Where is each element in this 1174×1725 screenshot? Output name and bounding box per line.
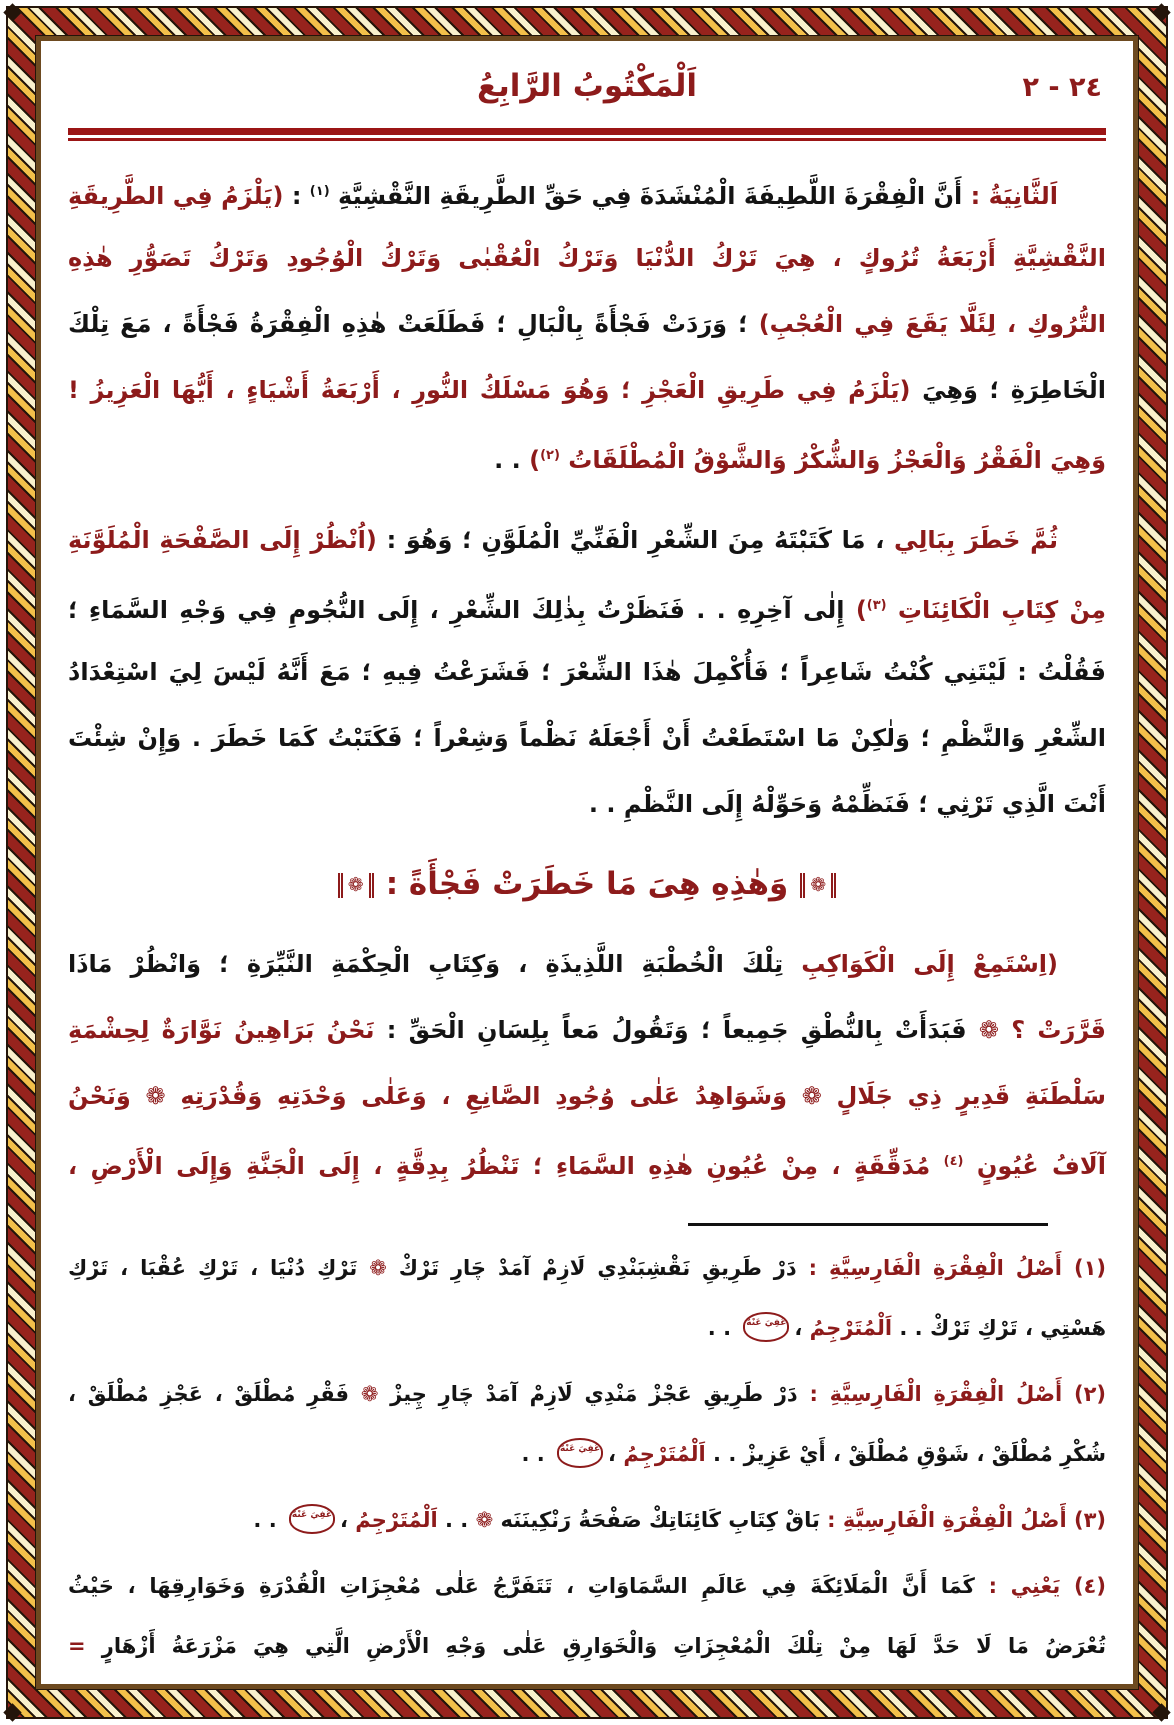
text-line (68, 357, 1106, 423)
text-segment: مِنْ كِتَابِ الْكَائِنَاتِ (886, 596, 1106, 624)
text-segment: (٢) أَصْلُ الْفِقْرَةِ الْفَارِسِيَّةِ : (797, 1382, 1107, 1406)
text-segment: فَقُلْتُ : لَيْتَنِي كُنْتُ شَاعِراً ؛ فَأُكْمِلَ هٰذَا الشِّعْرَ ؛ فَشَرَعْتُ فِيهِ ؛ مَعَ أَنَّهُ لَيْسَ لِيَ اسْتِعْدَادُ (68, 658, 1106, 686)
header-double-rule (68, 128, 1106, 141)
text-line (68, 225, 1106, 291)
text-segment: النَّقْشِيَّةِ أَرْبَعَةُ تُرُوكٍ ، هِيَ تَرْكُ الدُّنْيَا وَتَرْكُ الْعُقْبٰى وَتَرْكُ الْوُجُودِ وَتَرْكُ تَصَوُّرِ هٰذِهِ (68, 244, 1106, 272)
page-header (68, 56, 1106, 128)
text-segment: (يَلْزَمُ فِي طَرِيقِ الْعَجْزِ ؛ وَهُوَ مَسْلَكُ النُّورِ ، أَرْبَعَةُ أَشْيَاءٍ ، أَيُّهَا الْعَزِيزُ ! (68, 376, 911, 404)
text-line (68, 1129, 1106, 1195)
text-segment: ) (529, 446, 541, 474)
text-segment: (يَلْزَمُ فِي الطَّرِيقَةِ (68, 182, 284, 210)
text-segment: فَبَدَأَتْ بِالنُّطْقِ جَمِيعاً ؛ وَتَقُولُ مَعاً بِلِسَانِ الْحَقِّ : (374, 1016, 979, 1044)
footnote-line (68, 1424, 1106, 1484)
text-segment: أَنْتَ الَّذِي تَرْثِي ؛ فَنَظِّمْهُ وَحَوِّلْهُ إِلَى النَّظْمِ . . (588, 790, 1106, 818)
text-segment: . . (521, 1442, 553, 1466)
section-ornament-line (68, 845, 1106, 923)
text-segment: أَنَّ الْفِقْرَةَ اللَّطِيفَةَ الْمُنْشَدَةَ فِي حَقِّ الطَّرِيقَةِ النَّقْشِيَّةِ (329, 182, 963, 210)
text-segment: إِلٰى آخِرِهِ . . فَنَظَرْتُ بِذٰلِكَ الشِّعْرِ ، إِلَى النُّجُومِ فِي وَجْهِ السَّمَاءِ ؛ (68, 596, 856, 624)
text-segment: (اِسْتَمِعْ إِلَى الْكَوَاكِبِ (783, 950, 1058, 978)
footnote-line (68, 1364, 1106, 1424)
text-segment: هَسْتِي ، تَرْكِ تَرْكْ . . (892, 1316, 1106, 1340)
text-segment: . . (437, 1508, 476, 1532)
text-segment: (٣) أَصْلُ الْفِقْرَةِ الْفَارِسِيَّةِ : (819, 1508, 1106, 1532)
text-line (68, 771, 1106, 837)
text-segment: = (68, 1634, 86, 1658)
text-segment: بَاقْ كِتَابِ كَائِنَاتِكْ صَفْحَةُ رَنْكِينَنَه (493, 1508, 820, 1532)
text-segment: (٤) يَعْنِي : (974, 1574, 1106, 1598)
text-segment: (٣) (866, 598, 887, 613)
text-segment: اَلْمُتَرْجِمُ (802, 1316, 893, 1340)
text-segment: كَمَا أَنَّ الْمَلَائِكَةَ فِي عَالَمِ السَّمَاوَاتِ ، تَتَفَرَّجُ عَلٰى مُعْجِزَاتِ الْقُدْرَةِ وَخَوَارِقِهَا ، حَيْثُ (68, 1574, 975, 1598)
corner-ornament (1152, 1703, 1170, 1721)
page-title: اَلْمَكْتُوبُ الرَّابِعُ (476, 68, 698, 104)
page-number: ٢٤ - ٢ (1022, 72, 1102, 103)
corner-ornament (1152, 3, 1170, 21)
text-line (68, 159, 1106, 225)
text-segment: ، مَا كَتَبْتَهُ مِنَ الشِّعْرِ الْفَنِّيِّ الْمُلَوَّنِ ؛ وَهُوَ : (376, 526, 885, 554)
footnote-line (68, 1238, 1106, 1298)
text-segment: . . (707, 1316, 739, 1340)
text-segment: (اُنْظُرْ إِلَى الصَّفْحَةِ الْمُلَوَّنَةِ (68, 526, 377, 554)
text-segment: تُعْرَضُ مَا لَا حَدَّ لَهَا مِنْ تِلْكَ الْمُعْجِزَاتِ وَالْخَوَارِقِ عَلٰى وَجْهِ الْأَرْضِ الَّتِي هِيَ مَزْرَعَةُ أَزْهَارٍ (85, 1634, 1106, 1658)
text-line (68, 291, 1106, 357)
translator-seal-icon: عُفِيَ عَنْهُ (557, 1438, 603, 1468)
text-segment: التُّرُوكِ ، لِئَلَّا يَقَعَ فِي الْعُجْبِ) (758, 310, 1107, 338)
text-segment: (٢) (540, 448, 560, 463)
text-line (68, 639, 1106, 705)
translator-seal-icon: عُفِيَ عَنْهُ (289, 1504, 335, 1534)
text-segment: اَلْمُتَرْجِمُ (616, 1442, 706, 1466)
text-segment: ، (794, 1316, 803, 1340)
text-segment: ، (608, 1442, 617, 1466)
text-segment: وَهِيَ الْفَقْرُ وَالْعَجْزُ وَالشُّكْرُ وَالشَّوْقُ الْمُطْلَقَاتُ (559, 446, 1106, 474)
text-segment: نَحْنُ بَرَاهِينُ نَوَّارَةٌ لِحِشْمَةِ (68, 1016, 375, 1044)
corner-ornament (3, 1703, 21, 1721)
page-content (68, 56, 1106, 1681)
text-segment: دَرْ طَرِيقِ نَقْشِبَنْدِي لَازِمْ آمَدْ چَارِ تَرْكْ (386, 1256, 797, 1280)
text-segment: (١) (309, 184, 330, 199)
ornament-bracket: ❁ (338, 873, 374, 898)
corner-ornament (3, 3, 21, 21)
text-line (68, 423, 1106, 489)
text-segment: ❁ (360, 1382, 379, 1406)
footnote-line (68, 1556, 1106, 1616)
text-line (68, 507, 1106, 573)
footnote-line (68, 1616, 1106, 1676)
text-segment: تِلْكَ الْخُطْبَةِ اللَّذِيذَةِ ، وَكِتَابِ الْحِكْمَةِ النَّيِّرَةِ ؛ وَانْظُرْ مَاذَا (68, 950, 784, 978)
text-segment: ، (339, 1508, 348, 1532)
text-segment: ؛ وَرَدَتْ فَجْأَةً بِالْبَالِ ؛ فَطَلَعَتْ هٰذِهِ الْفِقْرَةُ فَجْأَةً ، مَعَ تِلْكَ (68, 310, 759, 338)
text-segment: آلَافُ عُيُونٍ (963, 1152, 1106, 1180)
body-text (68, 159, 1106, 1195)
text-segment: الْخَاطِرَةِ ؛ وَهِيَ (910, 376, 1106, 404)
footnote-line (68, 1490, 1106, 1550)
text-segment: (١) أَصْلُ الْفِقْرَةِ الْفَارِسِيَّةِ : (796, 1256, 1106, 1280)
text-segment: وَهٰذِهِ هِىَ مَا خَطَرَتْ فَجْأَةً : (385, 866, 789, 902)
text-segment: . . (253, 1508, 284, 1532)
text-segment: شُكْرِ مُطْلَقْ ، شَوْقِ مُطْلَقْ ، أَيْ عَزِيزْ . . (705, 1442, 1106, 1466)
text-segment: . . (494, 446, 530, 474)
text-line (68, 931, 1106, 997)
text-segment: مُدَقِّقَةٍ ، مِنْ عُيُونِ هٰذِهِ السَّمَاءِ ؛ تَنْظُرُ بِدِقَّةٍ ، إِلَى الْجَنَّةِ وَإِلَى الْأَرْضِ ، (68, 1152, 944, 1180)
text-line (68, 997, 1106, 1063)
text-segment: دَرْ طَرِيقِ عَجْزْ مَنْدِي لَازِمْ آمَدْ چَارِ چِيزْ (378, 1382, 798, 1406)
text-segment: (٤) (943, 1154, 964, 1169)
text-segment: ❁ (978, 1016, 999, 1044)
text-line (68, 573, 1106, 639)
text-segment: ❁ (475, 1508, 494, 1532)
text-segment: قَرَّرَتْ ؟ (998, 1016, 1106, 1044)
translator-seal-icon: عُفِيَ عَنْهُ (743, 1312, 789, 1342)
text-segment: : (283, 182, 310, 210)
footnote-separator (688, 1223, 1048, 1226)
text-segment: ثُمَّ خَطَرَ بِبَالِي (884, 526, 1058, 554)
text-segment: سَلْطَنَةِ قَدِيرٍ ذِي جَلَالٍ ❁ وَشَوَاهِدُ عَلٰى وُجُودِ الصَّانِعِ ، وَعَلٰى وَحْدَتِهِ وَقُدْرَتِهِ ❁ وَنَحْنُ (68, 1082, 1106, 1110)
footnote-line (68, 1298, 1106, 1358)
text-segment: فَقْرِ مُطْلَقْ ، عَجْزِ مُطْلَقْ ، (68, 1382, 361, 1406)
text-line (68, 705, 1106, 771)
text-segment: اَلثَّانِيَةُ : (962, 182, 1059, 210)
text-line (68, 1063, 1106, 1129)
text-segment: تَرْكِ دُنْيَا ، تَرْكِ عُقْبَا ، تَرْكِ (68, 1256, 370, 1280)
text-segment: اَلْمُتَرْجِمُ (347, 1508, 438, 1532)
text-segment: الشِّعْرِ وَالنَّظْمِ ؛ وَلٰكِنْ مَا اسْتَطَعْتُ أَنْ أَجْعَلَهُ نَظْماً وَشِعْراً ؛ فَكَتَبْتُ كَمَا خَطَرَ . وَإِنْ شِئْتَ (68, 724, 1106, 752)
text-segment: ❁ (369, 1256, 387, 1280)
ornament-bracket: ❁ (800, 873, 836, 898)
footnotes-text (68, 1238, 1106, 1676)
text-segment: ) (855, 596, 867, 624)
